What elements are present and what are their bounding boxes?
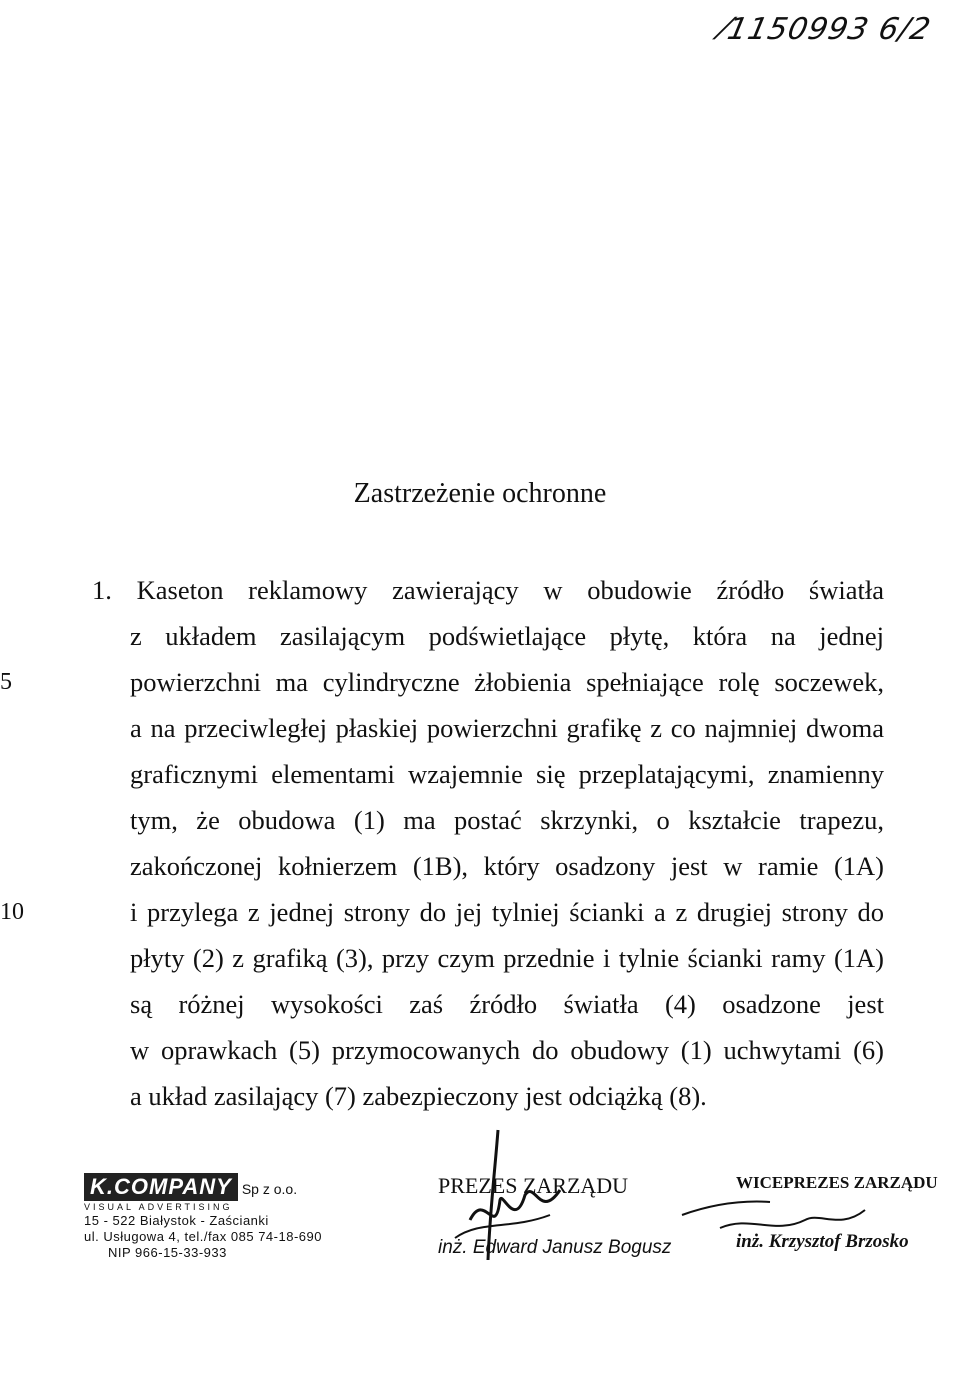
vice-president-title: WICEPREZES ZARZĄDU xyxy=(736,1173,938,1192)
claim-line: płyty (2) z grafiką (3), przy czym przednie i tylnie ścianki ramy (1A) xyxy=(130,943,884,973)
company-tagline: VISUAL ADVERTISING xyxy=(84,1202,233,1212)
company-address: 15 - 522 Białystok - Zaścianki xyxy=(84,1213,269,1228)
claim-line: zakończonej kołnierzem (1B), który osadzony jest w ramie (1A) xyxy=(130,851,884,881)
president-signature-block xyxy=(438,1173,671,1259)
company-suffix: Sp z o.o. xyxy=(241,1181,298,1197)
vice-president-name: inż. Krzysztof Brzosko xyxy=(736,1231,909,1252)
company-address-contact: ul. Usługowa 4, tel./fax 085 74-18-690 xyxy=(84,1229,322,1244)
company-logo: K.COMPANY xyxy=(84,1173,238,1201)
handwritten-reference: ⁄1150993 6/2 xyxy=(717,12,934,47)
claim-line: a na przeciwległej płaskiej powierzchni grafikę z co najmniej dwoma xyxy=(130,713,884,743)
claim-line: a układ zasilający (7) zabezpieczony jest odciążką (8). xyxy=(130,1081,707,1111)
claim-line: tym, że obudowa (1) ma postać skrzynki, o kształcie trapezu, xyxy=(130,805,884,835)
claim-line: 1. Kaseton reklamowy zawierający w obudowie źródło światła xyxy=(92,575,884,605)
president-name: inż. Edward Janusz Bogusz xyxy=(438,1237,672,1258)
claim-line: powierzchni ma cylindryczne żłobienia spełniające rolę soczewek, xyxy=(130,667,884,697)
page-title: Zastrzeżenie ochronne xyxy=(353,478,607,509)
claim-line: z układem zasilającym podświetlające płytę, która na jednej xyxy=(130,621,884,651)
claim-line: graficznymi elementami wzajemnie się przeplatającymi, znamienny xyxy=(130,759,884,789)
claim-line: w oprawkach (5) przymocowanych do obudowy (1) uchwytami (6) xyxy=(130,1035,884,1065)
claim-line: są różnej wysokości zaś źródło światła (4) osadzone jest xyxy=(130,989,884,1019)
line-number-10: 10 xyxy=(0,899,24,925)
claim-line: i przylega z jednej strony do jej tylniej ścianki a z drugiej strony do xyxy=(130,897,884,927)
line-number-5: 5 xyxy=(0,669,12,695)
company-nip: NIP 966-15-33-933 xyxy=(108,1245,227,1260)
president-title: PREZES ZARZĄDU xyxy=(438,1173,629,1198)
vice-president-signature-block xyxy=(736,1173,938,1253)
company-stamp xyxy=(84,1173,384,1261)
